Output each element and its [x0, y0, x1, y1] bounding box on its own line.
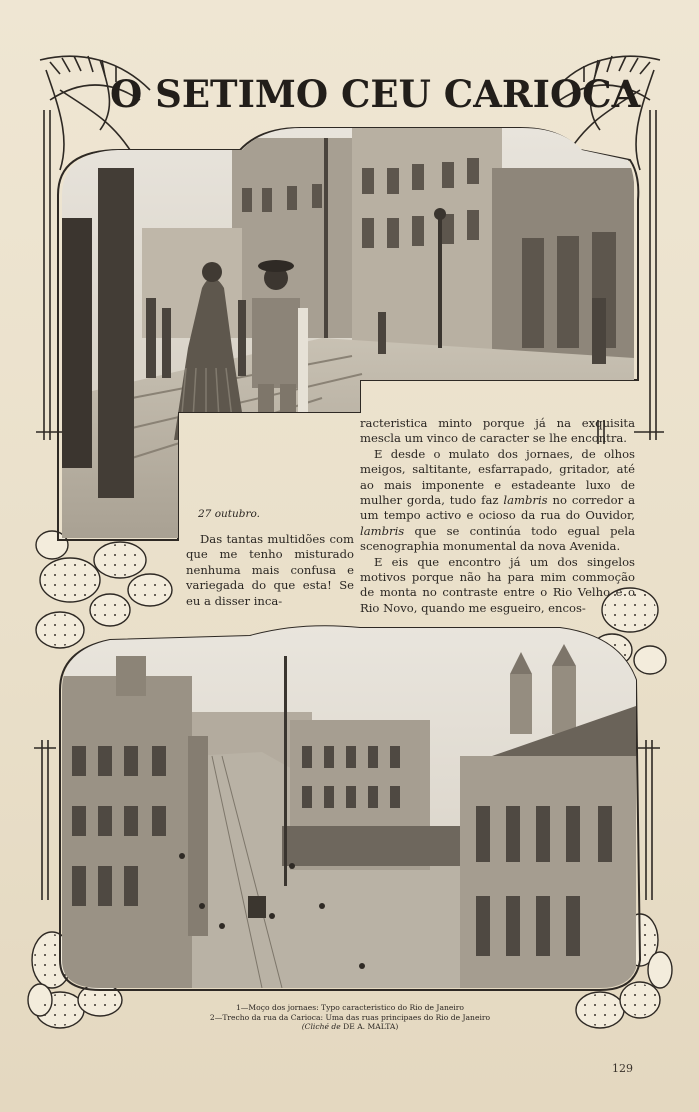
photo-captions — [150, 1003, 550, 1032]
caption-credit: (Cliché de DE A. MALTA) — [301, 1022, 399, 1032]
text-column-right — [360, 416, 635, 616]
page-title: O SETIMO CEU CARIOCA — [110, 72, 641, 116]
paragraph: E eis que encontro já um dos singelos motivos porque não ha para mim commoção de monta no contraste entre o Rio Velho e o Rio Novo, quando me esgueiro, encos- — [360, 554, 635, 615]
text-column-left — [186, 532, 354, 609]
photo-rua-da-carioca — [62, 626, 636, 988]
paragraph: E desde o mulato dos jornaes, de olhos meigos, saltitante, esfarrapado, gritador, até ao mais imponente e estadeante luxo de mulher gorda, tudo faz lambris no corredor a um tempo activo e ocioso da rua do Ouvidor, lambris que se continúa todo egual pela scenographia monumental da nova Avenida. — [360, 446, 635, 554]
caption-line: 1—Moço dos jornaes: Typo caracteristico do Rio de Janeiro — [235, 1003, 465, 1012]
caption-line: 2—Trecho da rua da Carioca: Uma das ruas principaes do Rio de Janeiro — [209, 1012, 491, 1022]
paragraph: racteristica minto porque já na exquisita mescla um vinco de caracter se lhe encontra. — [360, 416, 635, 446]
paragraph: Das tantas multidões com que me tenho misturado nenhuma mais confusa e variegada do que esta! Se eu a disser inca- — [186, 532, 354, 608]
photo-date: 27 outubro. — [198, 508, 260, 520]
page-number: 129 — [612, 1062, 633, 1075]
